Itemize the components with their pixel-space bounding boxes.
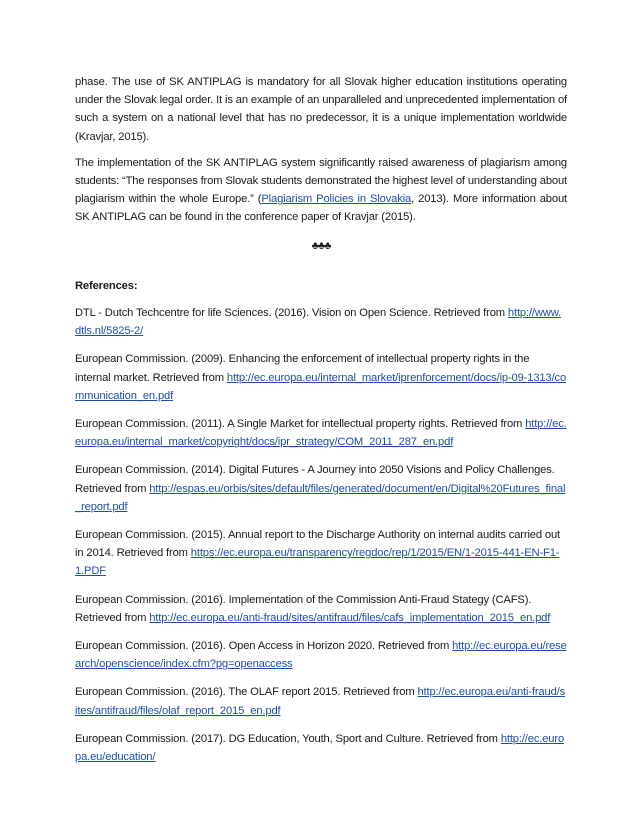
reference-item [75, 304, 567, 340]
paragraph-text-end: , 2013). More information about SK ANTIPLAG can be found in the conference paper of Kravjar (2015). [75, 193, 567, 224]
reference-item [75, 350, 567, 405]
reference-item [75, 730, 567, 766]
reference-text: European Commission. (2016). The OLAF report 2015. Retrieved from [75, 686, 418, 699]
reference-link[interactable]: http://ec.europa.eu/internal_market/copyright/docs/ipr_strategy/COM_2011_287_en.pdf [75, 418, 567, 449]
reference-item [75, 683, 567, 719]
reference-text: European Commission. (2016). Implementation of the Commission Anti-Fraud Stategy (CAFS). Retrieved from [75, 593, 532, 624]
reference-text: European Commission. (2014). Digital Futures - A Journey into 2050 Visions and Policy Challenges. Retrieved from [75, 464, 555, 495]
reference-link[interactable]: http://espas.eu/orbis/sites/default/files/generated/document/en/Digital%20Futures_final_report.pdf [75, 482, 566, 513]
page-content [75, 73, 567, 776]
reference-text: European Commission. (2009). Enhancing the enforcement of intellectual property rights in the internal market. Retrieved from [75, 353, 530, 384]
reference-link[interactable]: http://ec.europa.eu/internal_market/iprenforcement/docs/ip-09-1313/communication_en.pdf [75, 371, 567, 402]
reference-item [75, 415, 567, 451]
reference-item [75, 591, 567, 627]
reference-link[interactable]: http://ec.europa.eu/research/openscience/index.cfm?pg=openaccess [75, 640, 567, 671]
reference-text: European Commission. (2017). DG Education, Youth, Sport and Culture. Retrieved from [75, 732, 501, 745]
reference-text: European Commission. (2011). A Single Market for intellectual property rights. Retrieved from [75, 418, 526, 431]
paragraph-sk-antiplag-awareness [75, 154, 567, 227]
reference-link[interactable]: http://ec.europa.eu/anti-fraud/sites/antifraud/files/olaf_report_2015_en.pdf [75, 686, 566, 717]
reference-text: European Commission. (2016). Open Access in Horizon 2020. Retrieved from [75, 640, 453, 653]
reference-link[interactable]: https://ec.europa.eu/transparency/regdoc/rep/1/2015/EN/1-2015-441-EN-F1-1.PDF [75, 547, 560, 578]
references-list [75, 304, 567, 766]
section-separator: ♣♣♣ [311, 239, 331, 252]
reference-item [75, 461, 567, 516]
plagiarism-policies-slovakia-link[interactable]: Plagiarism Policies in Slovakia [261, 193, 412, 206]
references-heading: References: [75, 279, 138, 292]
reference-link[interactable]: http://ec.europa.eu/education/ [75, 732, 565, 764]
paragraph-text-start: The implementation of the SK ANTIPLAG system significantly raised awareness of plagiarism among students: “The responses from Slovak students demonstrated the highest level of understanding about plagiarism within the whole Europe.” ( [75, 156, 567, 206]
paragraph-sk-antiplag-mandatory: phase. The use of SK ANTIPLAG is mandatory for all Slovak higher education institutions operating under the Slovak legal order. It is an example of an unparalleled and unprecedented implementation of such a system on a national level that has no predecessor, it is a unique implementation worldwide (Kravjar, 2015). [75, 76, 567, 143]
reference-text: European Commission. (2015). Annual report to the Discharge Authority on internal audits carried out in 2014. Retrieved from [75, 529, 560, 560]
reference-text: DTL - Dutch Techcentre for life Sciences. (2016). Vision on Open Science. Retrieved from [75, 307, 508, 320]
reference-item [75, 526, 567, 581]
reference-link[interactable]: http://ec.europa.eu/anti-fraud/sites/antifraud/files/cafs_implementation_2015_en.pdf [149, 611, 551, 624]
reference-item [75, 637, 567, 673]
reference-link[interactable]: http://www.dtls.nl/5825-2/ [75, 307, 561, 338]
